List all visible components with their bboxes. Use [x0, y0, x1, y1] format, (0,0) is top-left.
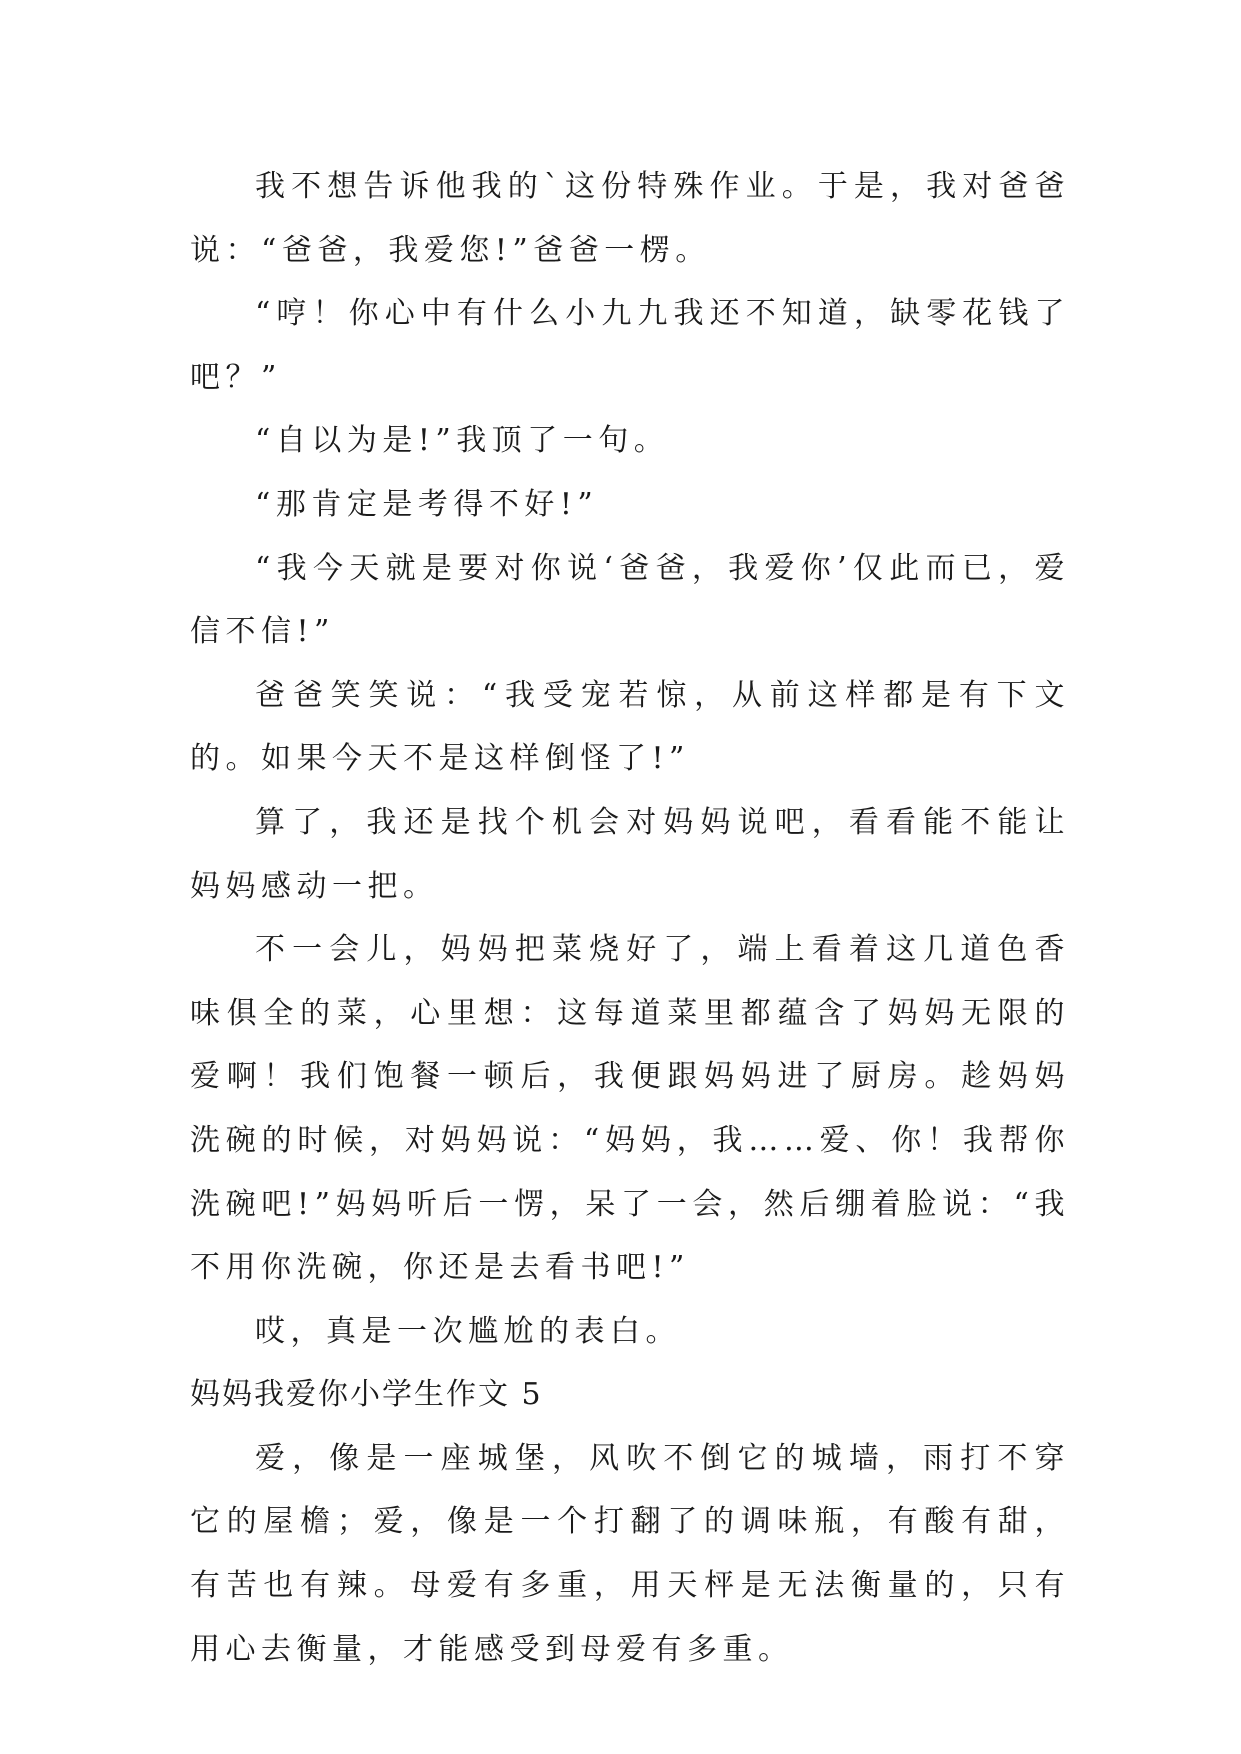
paragraph: 爱，像是一座城堡，风吹不倒它的城墙，雨打不穿它的屋檐；爱，像是一个打翻了的调味瓶，有酸有甜，有苦也有辣。母爱有多重，用天枰是无法衡量的，只有用心去衡量，才能感受到母爱有多重。: [190, 1440, 1070, 1667]
paragraph: 算了，我还是找个机会对妈妈说吧，看看能不能让妈妈感动一把。: [190, 804, 1070, 904]
paragraph: 爸爸笑笑说：“我受宠若惊，从前这样都是有下文的。如果今天不是这样倒怪了!”: [190, 677, 1070, 777]
paragraph: 我不想告诉他我的`这份特殊作业。于是，我对爸爸说：“爸爸，我爱您!”爸爸一楞。: [190, 169, 1070, 268]
section-heading: 妈妈我爱你小学生作文 5: [190, 1377, 543, 1413]
paragraph: 不一会儿，妈妈把菜烧好了，端上看着这几道色香味俱全的菜，心里想：这每道菜里都蕴含了妈妈无限的爱啊！我们饱餐一顿后，我便跟妈妈进了厨房。趁妈妈洗碗的时候，对妈妈说：“妈妈，我……爱、你！我帮你洗碗吧!”妈妈听后一愣，呆了一会，然后绷着脸说：“我不用你洗碗，你还是去看书吧!”: [190, 932, 1070, 1286]
paragraph: “自以为是!”我顶了一句。: [255, 423, 670, 459]
document-page: [190, 155, 1070, 1681]
paragraph: 哎，真是一次尴尬的表白。: [255, 1313, 681, 1349]
paragraph: “哼！你心中有什么小九九我还不知道，缺零花钱了吧？”: [190, 296, 1070, 395]
paragraph: “那肯定是考得不好!”: [255, 486, 599, 522]
paragraph: “我今天就是要对你说‘爸爸，我爱你’仅此而已，爱信不信!”: [190, 550, 1070, 650]
